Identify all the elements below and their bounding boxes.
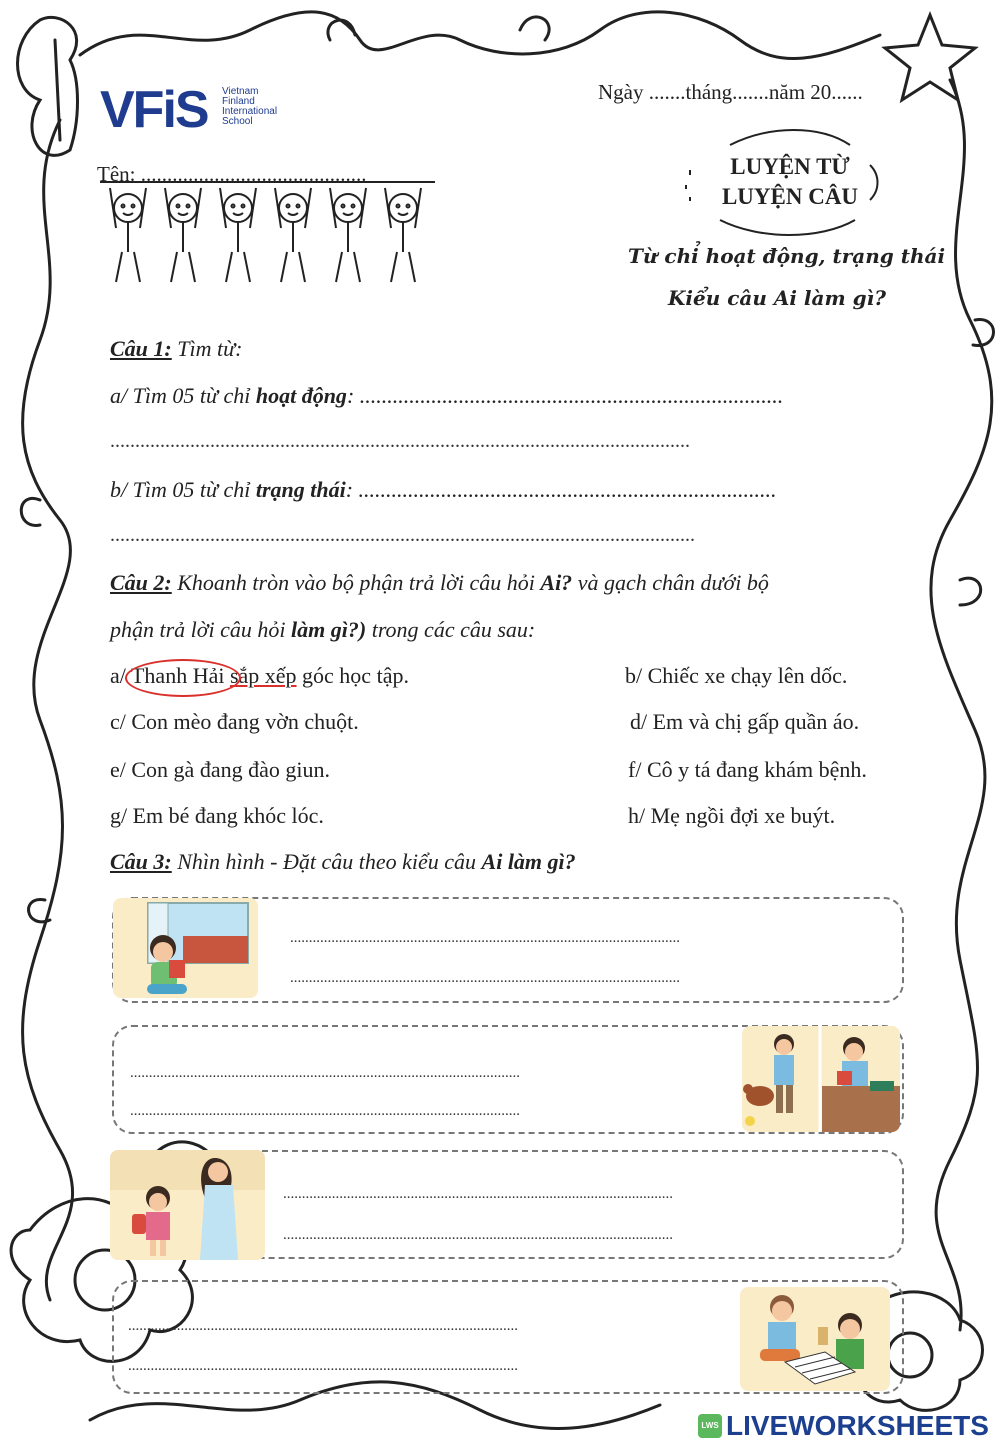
q3-heading xyxy=(110,849,576,875)
q2-item-e[interactable]: e/ Con gà đang đào giun. xyxy=(110,757,330,782)
q1-a-answer-dots[interactable]: .................................................................................................................... xyxy=(110,430,690,452)
logo-sub-line: School xyxy=(222,116,253,127)
item-rest: góc học tập. xyxy=(296,663,409,688)
q2-heading xyxy=(110,570,769,596)
q1-b-line xyxy=(110,477,777,503)
q3-box4-line-1[interactable]: ........................................................................................................ xyxy=(128,1318,518,1334)
q1-a-line xyxy=(110,383,783,409)
q1-a-prefix: a/ Tìm 05 từ chỉ xyxy=(110,383,256,408)
q3-box2-line-1[interactable]: ........................................................................................................ xyxy=(130,1065,520,1081)
q3-prompt: Nhìn hình - Đặt câu theo kiểu câu xyxy=(171,849,482,874)
q2-item-c[interactable]: c/ Con mèo đang vờn chuột. xyxy=(110,709,359,734)
q1-heading xyxy=(110,336,242,362)
logo-sub-line: Vietnam xyxy=(222,86,259,97)
title-line-1: LUYỆN TỪ xyxy=(730,154,850,179)
q3-box3-line-2[interactable]: ........................................................................................................ xyxy=(283,1227,673,1243)
q1-b-keyword: trạng thái xyxy=(255,477,346,502)
school-logo xyxy=(100,80,208,140)
girl-greeting-teacher-picture xyxy=(110,1150,265,1260)
q3-label: Câu 3: xyxy=(110,849,172,874)
q3-box4-line-2[interactable]: ........................................................................................................ xyxy=(128,1358,518,1374)
q3-box3-line-1[interactable]: ........................................................................................................ xyxy=(283,1186,673,1202)
logo-sub-line: International xyxy=(222,106,278,117)
q2-keyword: làm gì?) xyxy=(291,617,367,642)
subject-circled[interactable] xyxy=(131,663,224,688)
q2-text: phận trả lời câu hỏi xyxy=(110,617,292,642)
q2-heading-line2 xyxy=(110,617,535,643)
subtitle-line-2: Kiểu câu Ai làm gì? xyxy=(668,286,886,310)
logo-text: VFiS xyxy=(100,81,208,139)
q3-box2-line-2[interactable]: ........................................................................................................ xyxy=(130,1103,520,1119)
q2-item-a xyxy=(110,663,409,689)
q2-text: trong các câu sau: xyxy=(366,617,536,642)
logo-sub-line: Finland xyxy=(222,96,255,107)
q2-keyword: Ai? xyxy=(540,570,573,595)
q1-b-answer-field[interactable]: : ............................................................................ xyxy=(345,477,777,502)
date-line: Ngày .......tháng.......năm 20...... xyxy=(598,80,863,104)
subtitle-line-1: Từ chỉ hoạt động, trạng thái xyxy=(628,244,946,268)
q1-a-answer-field[interactable]: : ............................................................................. xyxy=(346,383,784,408)
logo-subtext xyxy=(222,87,277,127)
q2-item-g[interactable]: g/ Em bé đang khóc lóc. xyxy=(110,803,324,828)
q1-b-answer-dots[interactable]: ..................................................................................................................... xyxy=(110,524,695,546)
boys-playing-chess-picture xyxy=(740,1287,890,1391)
q2-label: Câu 2: xyxy=(110,570,172,595)
liveworksheets-text: LIVEWORKSHEETS xyxy=(726,1410,989,1441)
name-field[interactable]: Tên: ........................................... xyxy=(97,162,367,186)
q2-text: và gạch chân dưới bộ xyxy=(572,570,769,595)
girl-reading-picture xyxy=(113,898,258,998)
q1-prompt: Tìm từ: xyxy=(171,336,243,361)
q1-b-prefix: b/ Tìm 05 từ chỉ xyxy=(110,477,256,502)
q3-keyword: Ai làm gì? xyxy=(481,849,576,874)
q2-item-h[interactable]: h/ Mẹ ngồi đợi xe buýt. xyxy=(628,803,836,828)
verb-underlined[interactable]: sắp xếp xyxy=(229,663,297,688)
q2-text: Khoanh tròn vào bộ phận trả lời câu hỏi xyxy=(171,570,541,595)
title-line-2: LUYỆN CÂU xyxy=(721,184,859,209)
red-circle-mark xyxy=(125,659,241,697)
subject-text: Thanh Hải xyxy=(130,663,225,688)
q2-item-f[interactable]: f/ Cô y tá đang khám bệnh. xyxy=(628,757,867,782)
item-prefix: a/ xyxy=(110,663,131,688)
q2-item-d[interactable]: d/ Em và chị gấp quần áo. xyxy=(630,709,860,734)
q2-item-b[interactable]: b/ Chiếc xe chạy lên dốc. xyxy=(625,663,848,688)
liveworksheets-brand[interactable] xyxy=(698,1410,989,1442)
kids-illustration xyxy=(100,178,440,288)
title-badge xyxy=(690,152,890,212)
q1-a-keyword: hoạt động xyxy=(255,383,347,408)
liveworksheets-icon: LWS xyxy=(698,1414,722,1438)
boy-feeding-hens-picture xyxy=(742,1026,900,1132)
q1-label: Câu 1: xyxy=(110,336,172,361)
q3-box1-line-2[interactable]: ........................................................................................................ xyxy=(290,970,680,986)
q3-box1-line-1[interactable]: ........................................................................................................ xyxy=(290,930,680,946)
